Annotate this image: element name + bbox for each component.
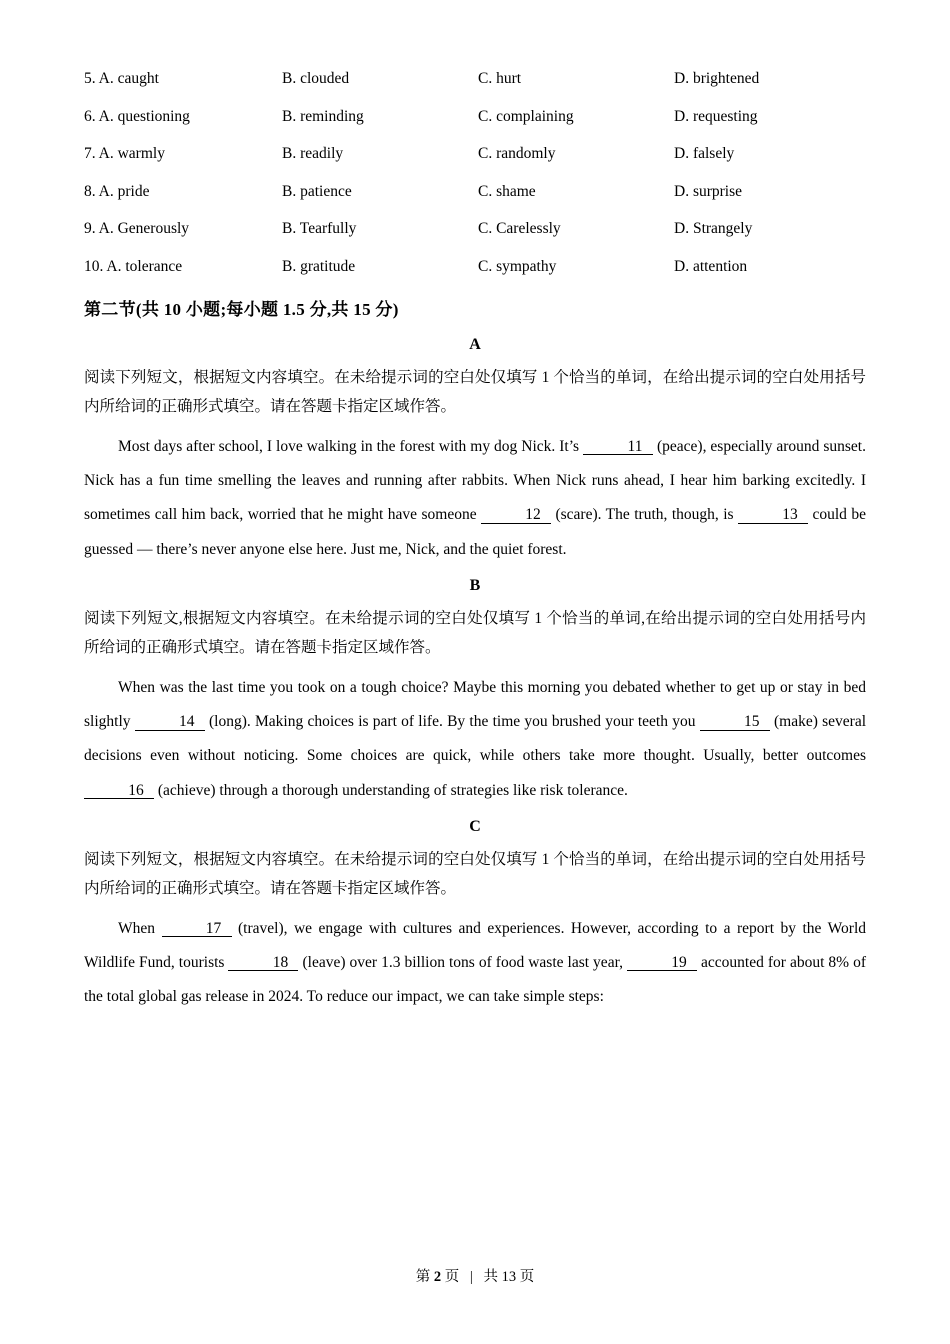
part-b-text-1: When was the last time you took on a tough choice? Maybe this morning you debated whether to get up or stay in bed slightly (84, 678, 866, 730)
mc-row-9-option-c: C. Carelessly (478, 220, 561, 238)
mc-row-5-number: 5. (84, 70, 96, 87)
mc-row-8-a-label: A. pride (98, 182, 150, 200)
mc-row-7-option-a (84, 145, 282, 162)
part-c-text-4: accounted for about 8% of the total global gas release in 2024. To reduce our impact, we can take simple steps: (84, 953, 867, 1006)
mc-row-7-number: 7. (84, 145, 96, 163)
mc-row-9-number: 9. (84, 220, 96, 238)
mc-row-8-number: 8. (84, 182, 96, 200)
footer-page-unit: 页 (444, 1269, 460, 1285)
mc-row-9-option-b: B. Tearfully (282, 220, 357, 238)
blank-12[interactable]: 12 (481, 507, 551, 524)
table-row (84, 258, 866, 275)
mc-row-9-option-a (84, 220, 282, 237)
blank-15[interactable]: 15 (700, 714, 770, 731)
mc-row-5-option-b: B. clouded (282, 70, 350, 87)
mc-row-5-option-a (84, 70, 282, 87)
part-c-instruction: 阅读下列短文，根据短文内容填空。在未给提示词的空白处仅填写 1 个恰当的单词，在给出提示词的空白处用括号内所给词的正确形式填空。请在答题卡指定区域作答。 (84, 851, 866, 897)
mc-row-6-number: 6. (84, 107, 96, 125)
part-a-instruction: 阅读下列短文，根据短文内容填空。在未给提示词的空白处仅填写 1 个恰当的单词，在给出提示词的空白处用括号内所给词的正确形式填空。请在答题卡指定区域作答。 (84, 369, 866, 415)
mc-row-5-option-d: D. brightened (674, 70, 760, 87)
mc-row-9-option-d: D. Strangely (674, 220, 753, 238)
mc-row-9-a-label: A. Generously (98, 220, 190, 238)
mc-row-10-option-b: B. gratitude (282, 257, 356, 275)
part-c-text-3: (leave) over 1.3 billion tons of food waste last year, (302, 953, 623, 971)
mc-row-7-a-label: A. warmly (98, 145, 165, 163)
footer-page-label: 第 (415, 1269, 431, 1285)
table-row (84, 108, 866, 125)
part-a-text-4: could be guessed — there’s never anyone else here. Just me, Nick, and the quiet forest. (84, 506, 866, 558)
part-b-instruction: 阅读下列短文,根据短文内容填空。在未给提示词的空白处仅填写 1 个恰当的单词,在给出提示词的空白处用括号内所给词的正确形式填空。请在答题卡指定区域作答。 (84, 610, 866, 656)
mc-row-6-option-a (84, 108, 282, 125)
table-row (84, 220, 866, 237)
table-row (84, 70, 866, 87)
mc-row-5-a-label: A. caught (98, 70, 159, 87)
blank-13[interactable]: 13 (738, 507, 808, 524)
footer-separator: | (469, 1269, 473, 1285)
blank-19[interactable]: 19 (627, 955, 697, 972)
mc-row-6-option-d: D. requesting (674, 107, 758, 125)
part-a-letter: A (469, 336, 481, 354)
part-b-passage (84, 671, 866, 809)
page-footer (0, 1265, 950, 1286)
mc-row-7-option-d: D. falsely (674, 145, 735, 163)
mc-row-6-a-label: A. questioning (98, 107, 190, 125)
mc-row-10-number: 10. (84, 257, 104, 275)
part-c-text-1: When (118, 919, 156, 937)
part-c-letter: C (469, 818, 481, 836)
mc-row-8-option-a (84, 183, 282, 200)
part-c-passage (84, 912, 866, 1015)
part-b-text-2: (long). Making choices is part of life. By the time you brushed your teeth you (209, 713, 696, 730)
mc-row-10-option-c: C. sympathy (478, 257, 557, 275)
mc-row-8-option-d: D. surprise (674, 182, 743, 200)
mc-row-7-option-c: C. randomly (478, 145, 556, 163)
part-c-text-2: (travel), we engage with cultures and experiences. However, according to a report by the World Wildlife Fund, tourists (84, 919, 867, 971)
mc-row-8-option-b: B. patience (282, 182, 352, 200)
blank-14[interactable]: 14 (135, 714, 205, 731)
part-b-text-4: (achieve) through a thorough understanding of strategies like risk tolerance. (157, 781, 628, 799)
multiple-choice-rows (84, 70, 866, 275)
part-b-text-3: (make) several decisions even without noticing. Some choices are quick, while others take more thought. Usually, better outcomes (84, 713, 867, 765)
blank-16[interactable]: 16 (84, 783, 154, 800)
mc-row-6-option-c: C. complaining (478, 107, 574, 125)
part-b-letter: B (469, 577, 481, 595)
blank-18[interactable]: 18 (228, 955, 298, 972)
mc-row-10-option-d: D. attention (674, 257, 748, 275)
mc-row-5-option-c: C. hurt (478, 70, 522, 87)
part-a-text-2: (peace), especially around sunset. Nick has a fun time smelling the leaves and running after rabbits. When Nick runs ahead, I hear him barking excitedly. I sometimes call him back, worried that he might have someone (84, 437, 866, 524)
mc-row-7-option-b: B. readily (282, 145, 344, 163)
footer-page-number: 2 (433, 1269, 442, 1285)
footer-total-pages: 共 13 页 (483, 1269, 535, 1285)
blank-17[interactable]: 17 (162, 921, 232, 938)
part-a-text-3: (scare). The truth, though, is (555, 506, 734, 524)
table-row (84, 145, 866, 162)
part-a-text-1: Most days after school, I love walking in the forest with my dog Nick. It’s (118, 437, 580, 455)
mc-row-8-option-c: C. shame (478, 182, 536, 200)
section-heading: 第二节(共 10 小题;每小题 1.5 分,共 15 分) (84, 300, 399, 320)
mc-row-6-option-b: B. reminding (282, 107, 364, 125)
blank-11[interactable]: 11 (583, 439, 653, 456)
mc-row-10-option-a (84, 258, 282, 275)
part-a-passage (84, 430, 866, 568)
mc-row-10-a-label: A. tolerance (106, 257, 183, 275)
table-row (84, 183, 866, 200)
